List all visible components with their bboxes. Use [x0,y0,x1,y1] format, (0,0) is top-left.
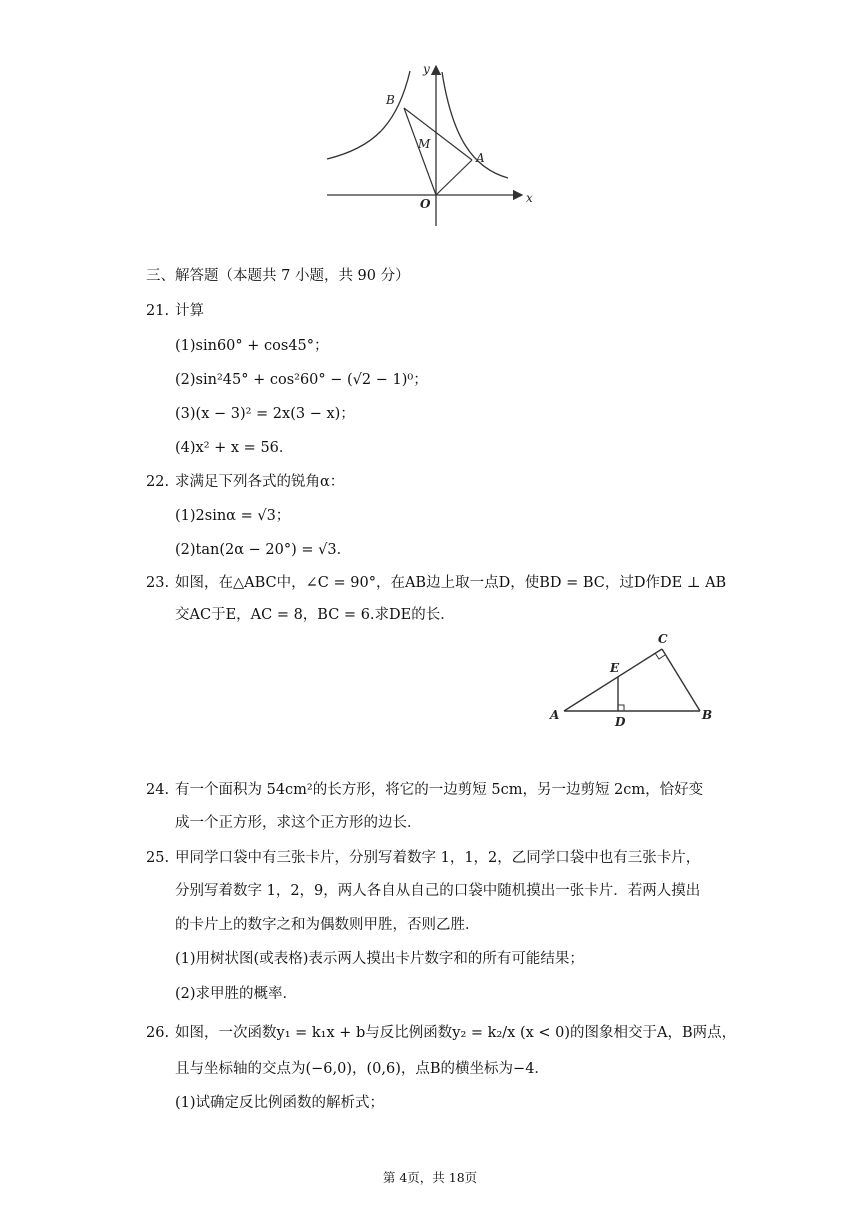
right-angle-C [655,653,665,659]
triangle-figure [542,628,724,730]
hyperbola-left-branch [327,71,410,159]
label-C: C [658,632,668,646]
q23-number: 23. [146,575,170,591]
page-footer: 第 4页，共 18页 [382,1170,478,1185]
q26-line2: 且与坐标轴的交点为(−6,0)，(0,6)，点B的横坐标为−4． [175,1061,549,1077]
side-AC [564,649,662,711]
label-A: A [476,151,485,165]
q25-sub1: (1)用树状图(或表格)表示两人摸出卡片数字和的所有可能结果； [175,951,584,967]
section-title: 三、解答题（本题共 7 小题，共 90 分） [146,268,410,284]
q26-number: 26. [146,1025,170,1041]
q23-line1: 如图，在△ABC中，∠C = 90°，在AB边上取一点D，使BD = BC，过D作DE ⊥ AB [175,575,727,591]
q25-number: 25. [146,850,170,866]
q21-text: 计算 [175,303,204,319]
q26-sub1: (1)试确定反比例函数的解析式； [175,1095,385,1111]
q25-sub2: (2)求甲胜的概率． [175,986,298,1002]
q22-sub2: (2)tan(2α − 20°) = √3． [175,542,352,558]
q24-line1: 有一个面积为 54cm²的长方形，将它的一边剪短 5cm，另一边剪短 2cm，恰好变 [175,782,704,798]
q21-sub4: (4)x² + x = 56． [175,440,294,456]
q25-line3: 的卡片上的数字之和为偶数则甲胜，否则乙胜． [175,917,480,933]
q22-text: 求满足下列各式的锐角α： [175,474,345,490]
right-angle-D [618,705,624,711]
q21-sub3: (3)(x − 3)² = 2x(3 − x)； [175,406,355,422]
label-M: M [418,137,431,151]
q26-line1: 如图，一次函数y₁ = k₁x + b与反比例函数y₂ = k₂/x (x < 0)的图象相交于A，B两点， [175,1025,737,1041]
q23-line2: 交AC于E，AC = 8，BC = 6.求DE的长． [175,607,455,623]
q21-sub2: (2)sin²45° + cos²60° − (√2 − 1)⁰； [175,372,428,388]
hyperbola-figure [322,56,542,231]
label-D: D [615,715,626,729]
label-O: O [420,197,431,211]
q24-line2: 成一个正方形，求这个正方形的边长． [175,815,422,831]
label-A: A [550,708,560,722]
q21-sub1: (1)sin60° + cos45°； [175,338,329,354]
side-BC [662,649,700,711]
q24-number: 24. [146,782,170,798]
q22-sub1: (1)2sinα = √3； [175,508,291,524]
q21-number: 21. [146,303,170,319]
label-B: B [702,708,713,722]
q22-number: 22. [146,474,170,490]
label-y: y [423,62,430,76]
label-x: x [526,191,533,205]
hyperbola-right-branch [442,72,508,178]
q25-line1: 甲同学口袋中有三张卡片，分别写着数字 1，1，2，乙同学口袋中也有三张卡片， [175,850,701,866]
label-B: B [386,93,395,107]
q25-line2: 分别写着数字 1，2，9，两人各自从自己的口袋中随机摸出一张卡片．若两人摸出 [175,883,701,899]
label-E: E [610,661,620,675]
